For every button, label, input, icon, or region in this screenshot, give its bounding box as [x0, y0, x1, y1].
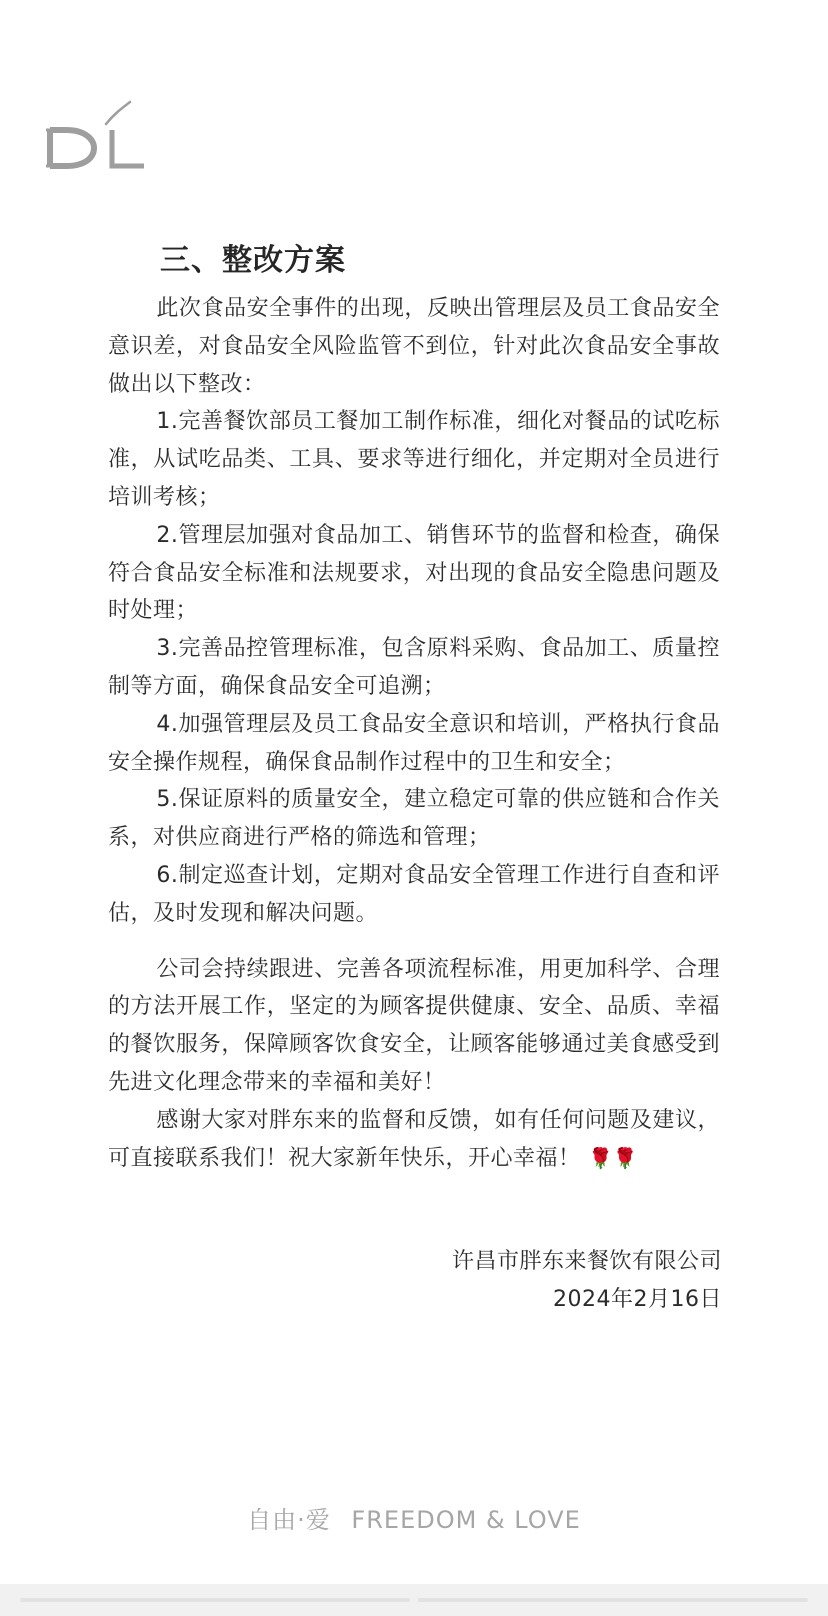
intro-paragraph: 此次食品安全事件的出现，反映出管理层及员工食品安全意识差，对食品安全风险监管不到位，针对此次食品安全事故做出以下整改：	[108, 296, 720, 397]
rectification-item-1: 1.完善餐饮部员工餐加工制作标准，细化对餐品的试吃标准，从试吃品类、工具、要求等进行细化，并定期对全员进行培训考核；	[108, 409, 720, 510]
closing-paragraph: 公司会持续跟进、完善各项流程标准，用更加科学、合理的方法开展工作，坚定的为顾客提供健康、安全、品质、幸福的餐饮服务，保障顾客饮食安全，让顾客能够通过美食感受到先进文化理念带来的幸福和美好！	[108, 956, 720, 1095]
rectification-item-4: 4.加强管理层及员工食品安全意识和培训，严格执行食品安全操作规程，确保食品制作过程中的卫生和安全；	[108, 711, 720, 775]
thanks-text: 感谢大家对胖东来的监督和反馈，如有任何问题及建议，可直接联系我们！祝大家新年快乐，开心幸福！	[108, 1107, 720, 1171]
dl-logo-icon	[46, 100, 156, 180]
rectification-item-2: 2.管理层加强对食品加工、销售环节的监督和检查，确保符合食品安全标准和法规要求，对出现的食品安全隐患问题及时处理；	[108, 522, 720, 624]
letter-body	[108, 238, 720, 1177]
rose-emoji-icon: 🌹🌹	[588, 1145, 638, 1170]
section-heading: 三、整改方案	[160, 243, 346, 278]
rectification-item-6: 6.制定巡查计划，定期对食品安全管理工作进行自查和评估，及时发现和解决问题。	[108, 862, 720, 926]
slogan-english: FREEDOM & LOVE	[351, 1506, 581, 1534]
company-logo	[46, 100, 156, 180]
bottom-bar-segment-right	[418, 1598, 808, 1602]
slogan-chinese: 自由·爱	[247, 1506, 331, 1534]
rectification-item-3: 3.完善品控管理标准，包含原料采购、食品加工、质量控制等方面，确保食品安全可追溯；	[108, 636, 720, 699]
signature-block	[452, 1243, 722, 1319]
letter-date: 2024年2月16日	[553, 1287, 722, 1312]
bottom-bar-segment-left	[20, 1598, 410, 1602]
footer-slogan	[0, 1500, 828, 1535]
rectification-item-5: 5.保证原料的质量安全，建立稳定可靠的供应链和合作关系，对供应商进行严格的筛选和管理；	[108, 787, 720, 851]
bottom-scroll-bar	[0, 1584, 828, 1616]
company-name: 许昌市胖东来餐饮有限公司	[451, 1249, 722, 1274]
thanks-paragraph	[108, 1102, 720, 1178]
